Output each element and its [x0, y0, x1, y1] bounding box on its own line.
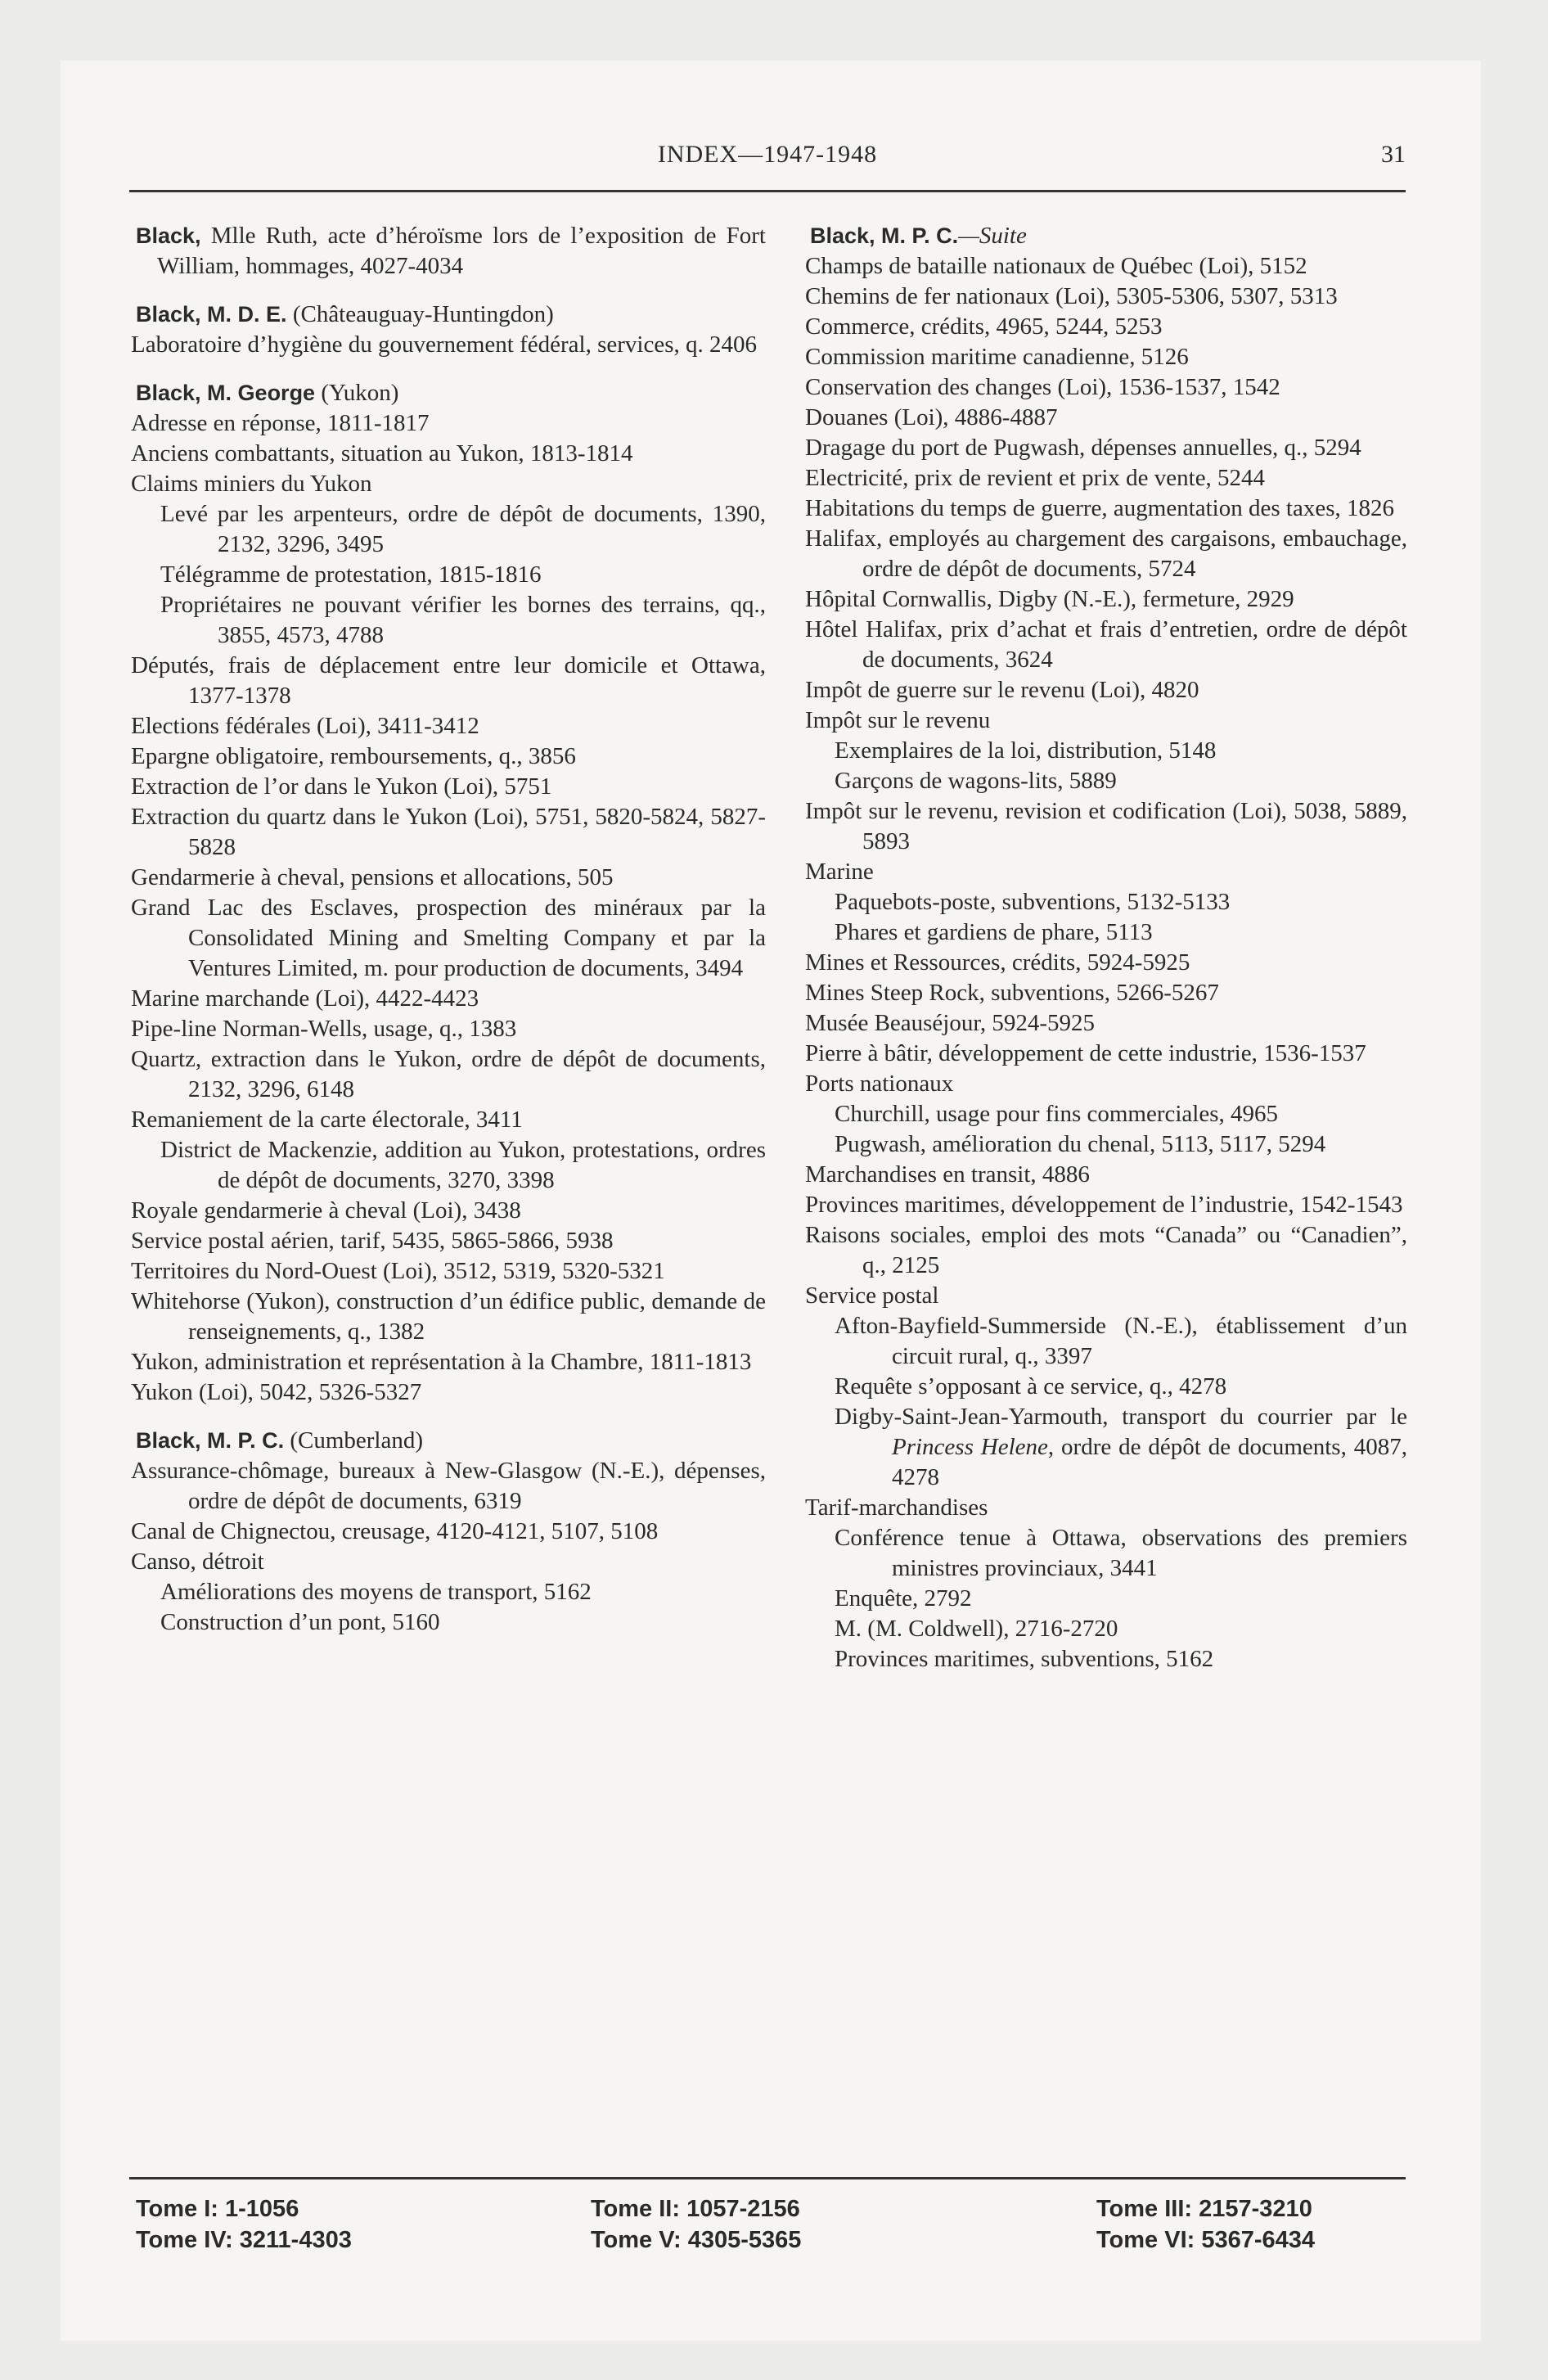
index-subentry: Raisons sociales, emploi des mots “Canada” ou “Canadien”, q., 2125 [805, 1222, 1407, 1278]
left-column [131, 221, 766, 1656]
index-subentry: Commerce, crédits, 4965, 5244, 5253 [805, 313, 1163, 340]
entry-heading [810, 221, 1407, 251]
index-subentry: Royale gendarmerie à cheval (Loi), 3438 [131, 1197, 521, 1224]
index-subsubentry: Garçons de wagons-lits, 5889 [835, 768, 1117, 794]
index-subentry: Grand Lac des Esclaves, prospection des minéraux par la Consolidated Mining and Smelting Company et par la Ventures Limited, m. pour production de documents, 3494 [131, 895, 766, 981]
index-subentry: Extraction du quartz dans le Yukon (Loi), 5751, 5820-5824, 5827-5828 [131, 804, 766, 860]
index-subentry: Adresse en réponse, 1811-1817 [131, 410, 430, 436]
entry-heading-text: (Cumberland) [284, 1427, 423, 1454]
tome-ranges [136, 2193, 1412, 2259]
index-subentry: Gendarmerie à cheval, pensions et allocations, 505 [131, 864, 614, 890]
index-subentry: Députés, frais de déplacement entre leur domicile et Ottawa, 1377-1378 [131, 652, 766, 709]
index-subentry: Tarif-marchandises [805, 1494, 988, 1521]
index-subentry: Electricité, prix de revient et prix de vente, 5244 [805, 465, 1266, 491]
index-subentry: Musée Beauséjour, 5924-5925 [805, 1010, 1096, 1036]
entry-heading-text: (Yukon) [315, 380, 399, 406]
index-subentry: Extraction de l’or dans le Yukon (Loi), 5751 [131, 773, 552, 800]
index-subsubentry: Paquebots-poste, subventions, 5132-5133 [835, 889, 1231, 915]
tome-2: Tome II: 1057-2156 [591, 2196, 800, 2222]
index-subsubentry: Churchill, usage pour fins commerciales, 4965 [835, 1101, 1279, 1127]
index-subsubentry: Digby-Saint-Jean-Yarmouth, transport du courrier par le Princess Helene, ordre de dépôt de documents, 4087, 4278 [835, 1404, 1407, 1490]
right-column [805, 221, 1407, 1693]
index-subentry: Laboratoire d’hygiène du gouvernement fédéral, services, q. 2406 [131, 331, 757, 358]
index-subsubentry: Provinces maritimes, subventions, 5162 [835, 1646, 1214, 1672]
header-rule [129, 190, 1406, 192]
index-subsubentry: Conférence tenue à Ottawa, observations des premiers ministres provinciaux, 3441 [835, 1525, 1407, 1581]
tome-6: Tome VI: 5367-6434 [1096, 2227, 1316, 2253]
index-subentry: Mines et Ressources, crédits, 5924-5925 [805, 949, 1190, 976]
tome-5: Tome V: 4305-5365 [591, 2227, 802, 2253]
index-subentry: Halifax, employés au chargement des cargaisons, embauchage, ordre de dépôt de documents, 5724 [805, 525, 1407, 582]
index-subentry: Marine marchande (Loi), 4422-4423 [131, 985, 479, 1012]
index-subentry: Douanes (Loi), 4886-4887 [805, 404, 1058, 430]
member-name: Black, M. P. C. [810, 223, 959, 248]
index-subentry: Territoires du Nord-Ouest (Loi), 3512, 5319, 5320-5321 [131, 1258, 665, 1284]
entry-heading [136, 1426, 766, 1456]
index-subentry: Habitations du temps de guerre, augmentation des taxes, 1826 [805, 495, 1394, 521]
index-subsubentry: Construction d’un pont, 5160 [160, 1609, 440, 1635]
tome-3: Tome III: 2157-3210 [1096, 2196, 1312, 2222]
index-entry [136, 221, 766, 282]
index-subentry: Champs de bataille nationaux de Québec (Loi), 5152 [805, 253, 1307, 279]
footer-rule [129, 2177, 1406, 2179]
index-entry [131, 378, 766, 1408]
index-subentry: Pierre à bâtir, développement de cette industrie, 1536-1537 [805, 1040, 1366, 1066]
index-subentry: Yukon (Loi), 5042, 5326-5327 [131, 1379, 422, 1405]
index-subentry: Impôt de guerre sur le revenu (Loi), 4820 [805, 677, 1199, 703]
index-subentry: Elections fédérales (Loi), 3411-3412 [131, 713, 479, 739]
index-subsubentry: Phares et gardiens de phare, 5113 [835, 919, 1153, 945]
index-subsubentry: Enquête, 2792 [835, 1585, 972, 1611]
index-subentry: Hôpital Cornwallis, Digby (N.-E.), fermeture, 2929 [805, 586, 1294, 612]
index-subentry: Impôt sur le revenu [805, 707, 991, 733]
index-subentry: Service postal [805, 1282, 939, 1309]
member-name: Black, [136, 223, 201, 248]
index-entry [131, 300, 766, 360]
index-subentry: Commission maritime canadienne, 5126 [805, 344, 1189, 370]
index-subentry: Claims miniers du Yukon [131, 471, 372, 497]
index-subsubentry: Afton-Bayfield-Summerside (N.-E.), établissement d’un circuit rural, q., 3397 [835, 1313, 1407, 1369]
index-subentry: Yukon, administration et représentation à la Chambre, 1811-1813 [131, 1349, 752, 1375]
index-subentry: Canso, détroit [131, 1548, 264, 1575]
index-subsubentry: District de Mackenzie, addition au Yukon, protestations, ordres de dépôt de documents, 3270, 3398 [160, 1137, 766, 1193]
index-subsubentry: Exemplaires de la loi, distribution, 5148 [835, 737, 1217, 764]
entry-heading [136, 300, 766, 330]
index-subentry: Anciens combattants, situation au Yukon, 1813-1814 [131, 440, 633, 467]
entry-heading-text: (Châteauguay-Huntingdon) [286, 301, 554, 327]
ship-name: Princess Helene [892, 1434, 1048, 1460]
entry-heading-text: Mlle Ruth, acte d’héroïsme lors de l’exposition de Fort William, hommages, 4027-4034 [157, 223, 766, 279]
index-subsubentry: Requête s’opposant à ce service, q., 4278 [835, 1373, 1227, 1400]
index-subentry: Marchandises en transit, 4886 [805, 1161, 1090, 1188]
index-subentry: Ports nationaux [805, 1071, 954, 1097]
tome-1: Tome I: 1-1056 [136, 2196, 299, 2222]
index-subsubentry: Améliorations des moyens de transport, 5162 [160, 1579, 592, 1605]
page-header [129, 141, 1406, 187]
page-number: 31 [1381, 141, 1406, 168]
index-subentry: Whitehorse (Yukon), construction d’un édifice public, demande de renseignements, q., 1382 [131, 1288, 766, 1345]
entry-heading [136, 221, 766, 282]
index-subentry: Dragage du port de Pugwash, dépenses annuelles, q., 5294 [805, 435, 1361, 461]
index-subentry: Quartz, extraction dans le Yukon, ordre de dépôt de documents, 2132, 3296, 6148 [131, 1046, 766, 1102]
index-subentry: Hôtel Halifax, prix d’achat et frais d’entretien, ordre de dépôt de documents, 3624 [805, 616, 1407, 673]
index-subsubentry: Télégramme de protestation, 1815-1816 [160, 561, 542, 588]
member-name: Black, M. D. E. [136, 302, 287, 327]
index-subentry: Impôt sur le revenu, revision et codification (Loi), 5038, 5889, 5893 [805, 798, 1407, 854]
index-subsubentry: Levé par les arpenteurs, ordre de dépôt de documents, 1390, 2132, 3296, 3495 [160, 501, 766, 557]
index-subentry: Epargne obligatoire, remboursements, q., 3856 [131, 743, 576, 769]
index-entry [805, 221, 1407, 1675]
running-title: INDEX—1947-1948 [657, 141, 878, 168]
index-subentry: Assurance-chômage, bureaux à New-Glasgow (N.-E.), dépenses, ordre de dépôt de documents, 6319 [131, 1458, 766, 1514]
index-subsubentry: Propriétaires ne pouvant vérifier les bornes des terrains, qq., 3855, 4573, 4788 [160, 592, 766, 648]
index-subentry: Canal de Chignectou, creusage, 4120-4121, 5107, 5108 [131, 1518, 659, 1544]
entry-heading [136, 378, 766, 408]
index-subentry: Conservation des changes (Loi), 1536-1537, 1542 [805, 374, 1280, 400]
index-subentry: Remaniement de la carte électorale, 3411 [131, 1107, 523, 1133]
index-entry [131, 1426, 766, 1638]
member-name: Black, M. George [136, 381, 316, 405]
index-subentry: Service postal aérien, tarif, 5435, 5865-5866, 5938 [131, 1228, 614, 1254]
index-subentry: Chemins de fer nationaux (Loi), 5305-5306, 5307, 5313 [805, 283, 1338, 309]
index-subentry: Marine [805, 859, 874, 885]
index-subentry: Pipe-line Norman-Wells, usage, q., 1383 [131, 1016, 517, 1042]
index-subentry: Provinces maritimes, développement de l’industrie, 1542-1543 [805, 1192, 1403, 1218]
tome-4: Tome IV: 3211-4303 [136, 2227, 352, 2253]
member-name: Black, M. P. C. [136, 1428, 285, 1453]
index-subsubentry: Pugwash, amélioration du chenal, 5113, 5117, 5294 [835, 1131, 1326, 1157]
index-subsubentry: M. (M. Coldwell), 2716-2720 [835, 1616, 1118, 1642]
continuation-note: —Suite [958, 223, 1027, 249]
index-subentry: Mines Steep Rock, subventions, 5266-5267 [805, 980, 1219, 1006]
